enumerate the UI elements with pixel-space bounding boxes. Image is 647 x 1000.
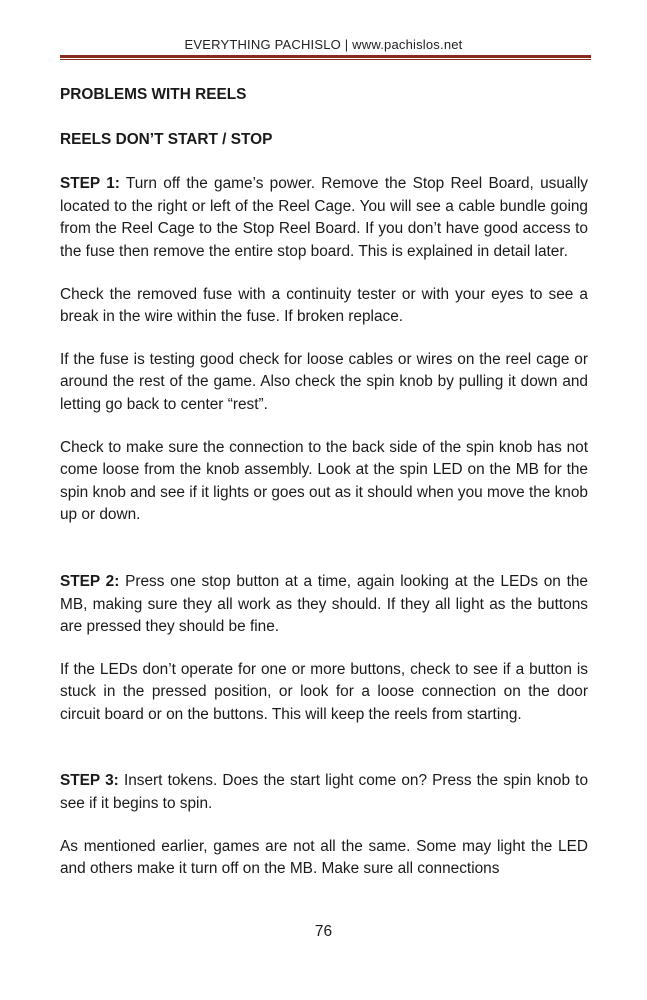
header-rule-thick <box>60 55 591 58</box>
step2-paragraph <box>60 571 588 639</box>
step2-paragraph-2: If the LEDs don’t operate for one or more buttons, check to see if a button is stuck in the pressed position, or look for a loose connection on the door circuit board or on the buttons. This will keep the reels from starting. <box>60 660 588 723</box>
step1-paragraph-2: Check the removed fuse with a continuity tester or with your eyes to see a break in the wire within the fuse. If broken replace. <box>60 285 588 326</box>
step3-label: STEP 3: <box>60 772 119 790</box>
step1-text: Turn off the game’s power. Remove the Stop Reel Board, usually located to the right or left of the Reel Cage. You will see a cable bundle going from the Reel Cage to the Stop Reel Board. If you don’t have good access to the fuse then remove the entire stop board. This is explained in detail later. <box>60 175 588 260</box>
step2-text: Press one stop button at a time, again looking at the LEDs on the MB, making sure they all work as they should. If they all light as the buttons are pressed they should be fine. <box>60 572 588 636</box>
step3-paragraph-2: As mentioned earlier, games are not all the same. Some may light the LED and others make it turn off on the MB. Make sure all connections <box>60 837 588 878</box>
heading-reels-dont-start-stop: REELS DON’T START / STOP <box>60 130 273 148</box>
running-header: EVERYTHING PACHISLO | www.pachislos.net <box>184 37 463 52</box>
page-body <box>60 84 588 881</box>
page-number: 76 <box>314 923 333 940</box>
step1-label: STEP 1: <box>60 175 120 193</box>
step1-paragraph-4: Check to make sure the connection to the back side of the spin knob has not come loose from the knob assembly. Look at the spin LED on the MB for the spin knob and see if it lights or goes out as it should when you move the knob up or down. <box>60 438 588 524</box>
step1-paragraph-3: If the fuse is testing good check for loose cables or wires on the reel cage or around the rest of the game. Also check the spin knob by pulling it down and letting go back to center “rest”. <box>60 350 588 413</box>
step3-text: Insert tokens. Does the start light come on? Press the spin knob to see if it begins to spin. <box>60 772 588 813</box>
heading-problems-with-reels: PROBLEMS WITH REELS <box>60 86 247 103</box>
header-rule-thin <box>60 59 591 60</box>
step3-paragraph <box>60 770 588 815</box>
step2-label: STEP 2: <box>60 572 120 590</box>
step1-paragraph <box>60 173 588 263</box>
